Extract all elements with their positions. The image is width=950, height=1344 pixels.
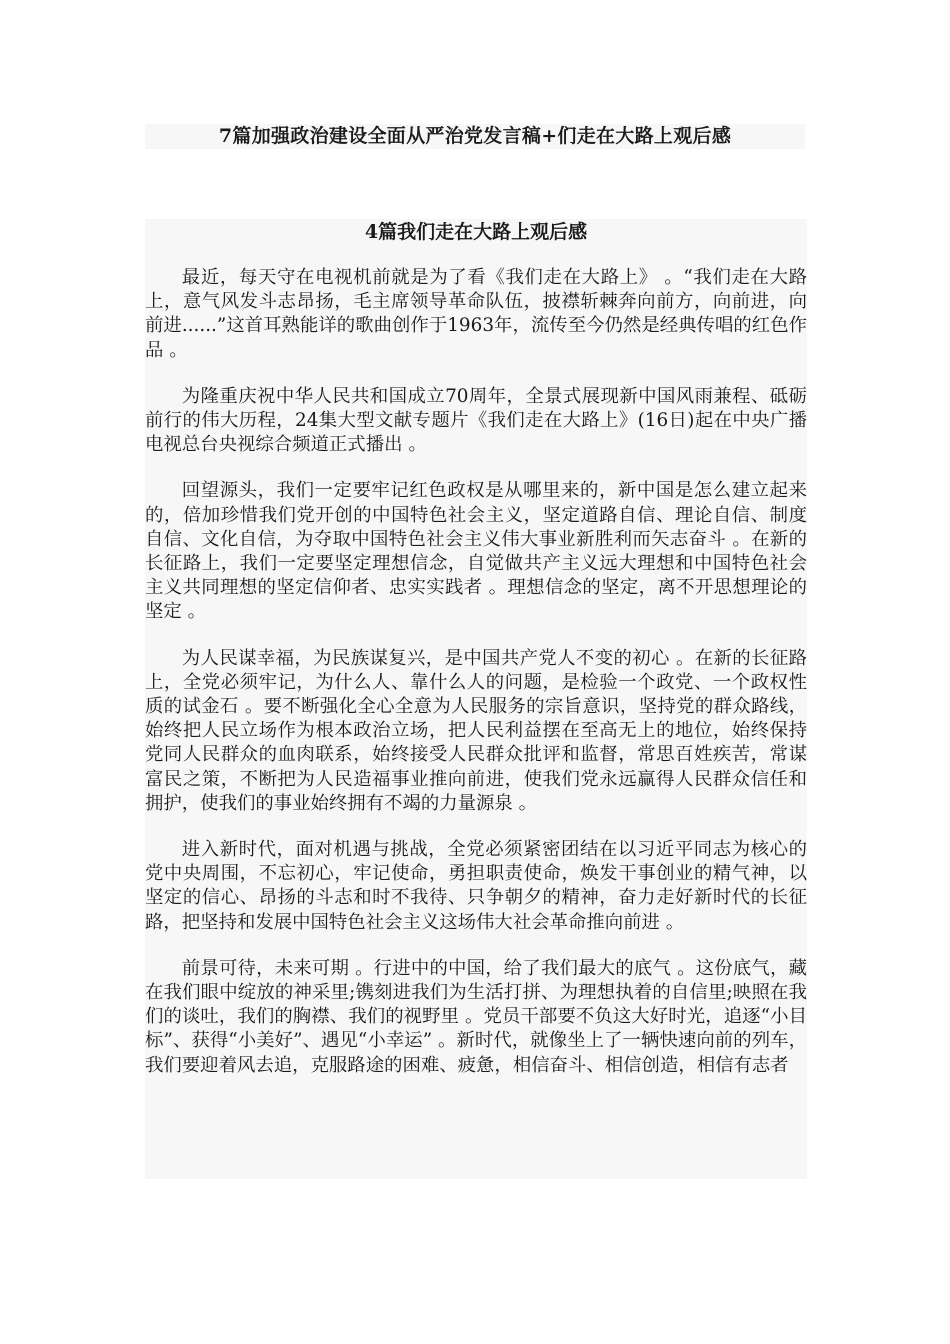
paragraph-2: 为隆重庆祝中华人民共和国成立70周年，全景式展现新中国风雨兼程、砥砺前行的伟大历程，24集大型文献专题片《我们走在大路上》(16日)起在中央广播电视总台央视综合频道正式播出 。 [145, 385, 807, 456]
article-body [145, 219, 807, 1179]
paragraph-6: 前景可待，未来可期 。行进中的中国，给了我们最大的底气 。这份底气，藏在我们眼中绽放的神采里;镌刻进我们为生活打拼、为理想执着的自信里;映照在我们的谈吐，我们的胸襟、我们的视野里 。党员干部要不负这大好时光，追逐“小目标”、获得“小美好”、遇见“小幸运” 。新时代，就像坐上了一辆快速向前的列车，我们要迎着风去追，克服路途的困难、疲惫，相信奋斗、相信创造，相信有志者 [145, 957, 807, 1076]
paragraph-3: 回望源头，我们一定要牢记红色政权是从哪里来的，新中国是怎么建立起来的，倍加珍惜我们党开创的中国特色社会主义，坚定道路自信、理论自信、制度自信、文化自信，为夺取中国特色社会主义伟大事业新胜利而矢志奋斗 。在新的长征路上，我们一定要坚定理想信念，自觉做共产主义远大理想和中国特色社会主义共同理想的坚定信仰者、忠实实践者 。理想信念的坚定，离不开思想理论的坚定 。 [145, 480, 807, 623]
paragraph-5: 进入新时代，面对机遇与挑战，全党必须紧密团结在以习近平同志为核心的党中央周围，不忘初心，牢记使命，勇担职责使命，焕发干事创业的精气神，以坚定的信心、昂扬的斗志和时不我待、只争朝夕的精神，奋力走好新时代的长征路，把坚持和发展中国特色社会主义这场伟大社会革命推向前进 。 [145, 839, 807, 933]
paragraph-4: 为人民谋幸福，为民族谋复兴，是中国共产党人不变的初心 。在新的长征路上，全党必须牢记，为什么人、靠什么人的问题，是检验一个政党、一个政权性质的试金石 。要不断强化全心全意为人民服务的宗旨意识，坚持党的群众路线，始终把人民立场作为根本政治立场，把人民利益摆在至高无上的地位，始终保持党同人民群众的血肉联系，始终接受人民群众批评和监督，常思百姓疾苦，常谋富民之策，不断把为人民造福事业推向前进，使我们党永远赢得人民群众信任和拥护，使我们的事业始终拥有不竭的力量源泉 。 [145, 647, 807, 814]
document-title: 7篇加强政治建设全面从严治党发言稿+们走在大路上观后感 [145, 124, 805, 149]
paragraph-1: 最近，每天守在电视机前就是为了看《我们走在大路上》 。“我们走在大路上，意气风发斗志昂扬，毛主席领导革命队伍，披襟斩棘奔向前方，向前进，向前进......”这首耳熟能详的歌曲创作于1963年，流传至今仍然是经典传唱的红色作品 。 [145, 267, 807, 361]
section-title: 4篇我们走在大路上观后感 [364, 221, 588, 243]
